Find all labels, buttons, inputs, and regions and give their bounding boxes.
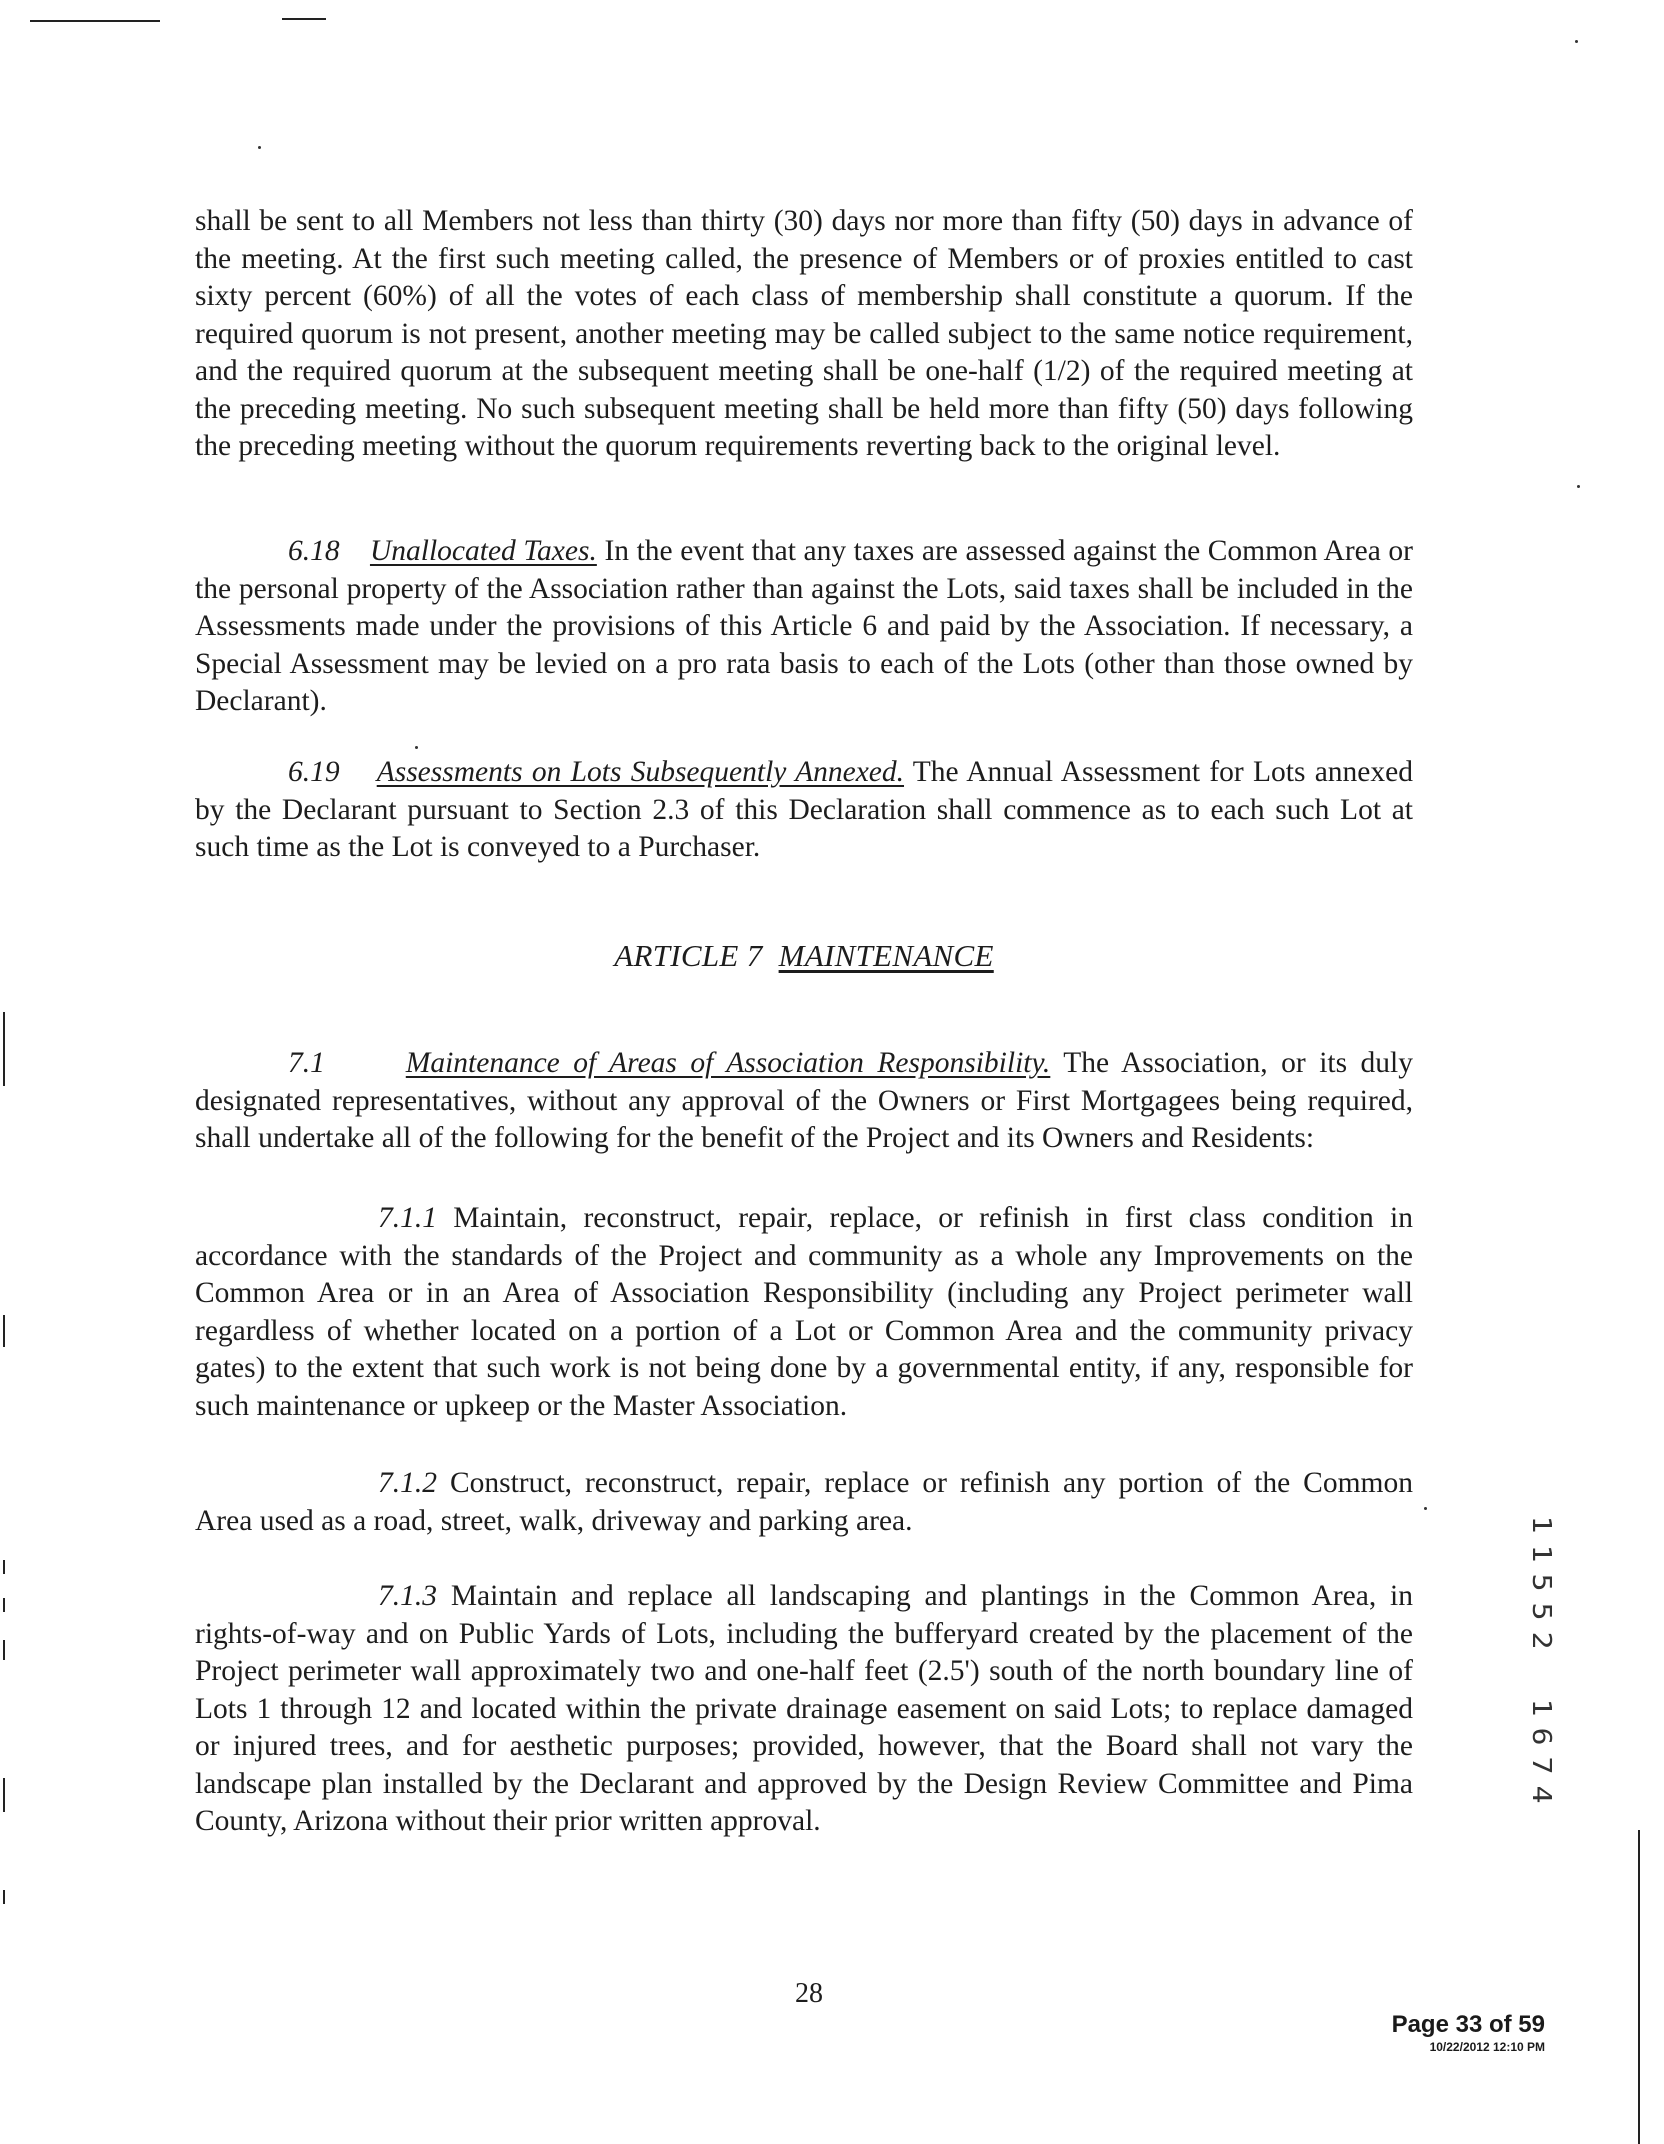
scan-mark	[415, 746, 418, 749]
section-text: The Annual Assessment for Lots annexed by the Declarant pursuant to Section 2.3 of this Declaration shall commence as to each such Lot at such time as the Lot is conveyed to a Purchaser.	[195, 756, 1413, 863]
section-text: Construct, reconstruct, repair, replace or refinish any portion of the Common Area used as a road, street, walk, driveway and parking area.	[195, 1467, 1413, 1537]
recorder-digit: 5	[1526, 1602, 1556, 1621]
scan-mark	[3, 1640, 5, 1660]
recorder-digit: 5	[1526, 1573, 1556, 1592]
section-number: 7.1	[288, 1047, 325, 1079]
paragraph-continued	[195, 203, 1413, 466]
section-text: The Association, or its duly designated representatives, without any approval of the Owners or First Mortgagees being required, shall undertake all of the following for the benefit of the Project and its Owners and Residents:	[195, 1047, 1413, 1154]
section-text: In the event that any taxes are assessed against the Common Area or the personal property of the Association rather than against the Lots, said taxes shall be included in the Assessments made under the provisions of this Article 6 and paid by the Association. If necessary, a Special Assessment may be levied on a pro rata basis to each of the Lots (other than those owned by Declarant).	[195, 535, 1413, 717]
stamp-datetime: 10/22/2012 12:10 PM	[1429, 2040, 1545, 2054]
scan-mark	[1424, 1507, 1427, 1510]
scan-mark	[3, 1560, 5, 1574]
recorder-digit: 6	[1526, 1727, 1556, 1746]
section-text: Maintain and replace all landscaping and plantings in the Common Area, in rights-of-way and on Public Yards of Lots, including the bufferyard created by the placement of the Project perimeter wall approximately two and one-half feet (2.5') south of the north boundary line of Lots 1 through 12 and located within the private drainage easement on said Lots; to replace damaged or injured trees, and for aesthetic purposes; provided, however, that the Board shall not vary the landscape plan installed by the Declarant and approved by the Design Review Committee and Pima County, Arizona without their prior written approval.	[195, 1580, 1413, 1837]
recorder-digit: 4	[1526, 1785, 1556, 1804]
section-number: 7.1.1	[378, 1202, 437, 1234]
section-number: 6.18	[288, 535, 340, 567]
recorder-gap	[1528, 1655, 1554, 1693]
section-number: 6.19	[288, 756, 340, 788]
scan-mark	[1638, 1830, 1640, 2144]
section-7-1-2	[195, 1465, 1413, 1540]
scan-mark	[3, 1890, 5, 1904]
recorder-digit: 1	[1526, 1698, 1556, 1717]
section-heading: Unallocated Taxes.	[369, 535, 597, 567]
section-number: 7.1.3	[378, 1580, 437, 1612]
recorder-digit: 1	[1526, 1544, 1556, 1563]
section-number: 7.1.2	[378, 1467, 437, 1499]
recorder-digit: 1	[1526, 1515, 1556, 1534]
article-heading	[195, 938, 1413, 974]
article-title: MAINTENANCE	[778, 938, 994, 973]
scan-mark	[30, 20, 160, 22]
scan-mark	[3, 1012, 5, 1086]
recorder-digit: 2	[1526, 1631, 1556, 1650]
section-7-1-1	[195, 1200, 1413, 1425]
scan-mark	[1575, 40, 1578, 43]
stamp-page-label: Page 33 of 59	[1391, 2011, 1545, 2038]
scan-mark	[3, 1778, 5, 1812]
section-heading: Assessments on Lots Subsequently Annexed.	[376, 756, 905, 788]
section-7-1-3	[195, 1578, 1413, 1841]
section-heading: Maintenance of Areas of Association Responsibility.	[405, 1047, 1051, 1079]
scan-mark	[1577, 485, 1580, 488]
scan-mark	[282, 18, 326, 20]
scan-mark	[3, 1315, 5, 1347]
article-label: ARTICLE 7	[614, 938, 763, 973]
paragraph-text: shall be sent to all Members not less than thirty (30) days nor more than fifty (50) days in advance of the meeting. At the first such meeting called, the presence of Members or of proxies entitled to cast sixty percent (60%) of all the votes of each class of membership shall constitute a quorum. If the required quorum is not present, another meeting may be called subject to the same notice requirement, and the required quorum at the subsequent meeting shall be one-half (1/2) of the required meeting at the preceding meeting. No such subsequent meeting shall be held more than fifty (50) days following the preceding meeting without the quorum requirements reverting back to the original level.	[195, 205, 1413, 462]
section-7-1	[195, 1045, 1413, 1158]
section-6-19	[195, 754, 1413, 867]
scan-mark	[258, 146, 261, 149]
section-text: Maintain, reconstruct, repair, replace, or refinish in first class condition in accordance with the standards of the Project and community as a whole any Improvements on the Common Area or in an Area of Association Responsibility (including any Project perimeter wall regardless of whether located on a portion of a Lot or Common Area and the community privacy gates) to the extent that such work is not being done by a governmental entity, if any, responsible for such maintenance or upkeep or the Master Association.	[195, 1202, 1413, 1422]
page-number: 28	[795, 1978, 823, 2009]
recorder-digit: 7	[1526, 1756, 1556, 1775]
recorder-number	[1528, 1510, 1554, 1809]
scan-mark	[3, 1598, 5, 1612]
section-6-18	[195, 533, 1413, 721]
